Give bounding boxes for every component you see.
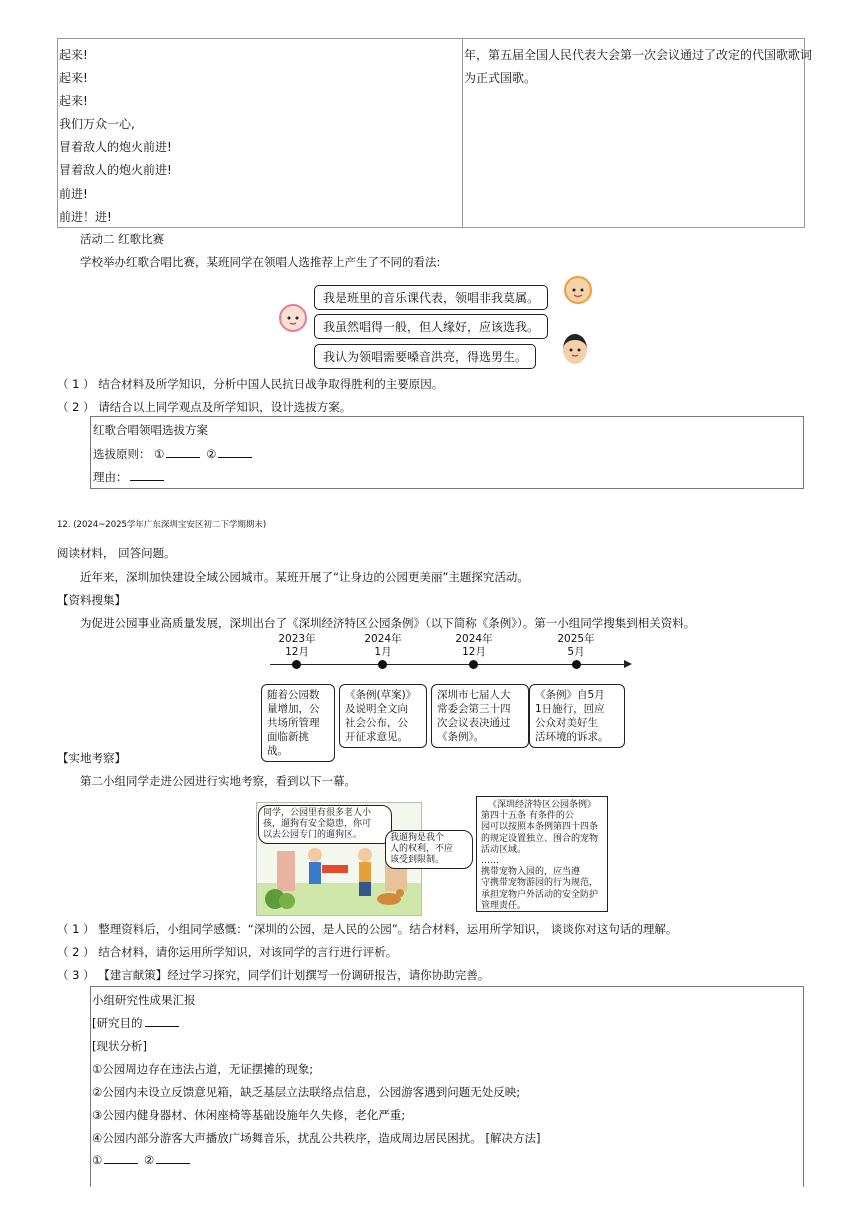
activity2-q2: [57, 399, 351, 415]
timeline-arrow-icon: [624, 660, 632, 668]
question-text: 【建言献策】经过学习探究，同学们计划撰写一份调研报告，请你协助完善。: [98, 968, 490, 982]
girl-avatar-icon: [564, 276, 592, 304]
timeline-date-1: 2023年 12月: [278, 633, 316, 658]
lyric-line: 起来!: [59, 94, 88, 109]
lyric-line: 起来!: [59, 48, 88, 62]
question-text: 结合材料及所学知识，分析中国人民抗日战争取得胜利的主要原因。: [98, 377, 444, 391]
regulation-line: 携带宠物入园的，应当遵: [481, 867, 581, 878]
lyrics-right: [464, 44, 812, 90]
timeline-event-1: 随着公园数 量增加，公 共场所管理 面临新挑战。: [261, 684, 335, 762]
q-number: （ 1 ）: [57, 377, 95, 391]
regulation-line: 守携带宠物游园的行为规范，: [481, 878, 599, 889]
timeline-dot: [292, 660, 301, 669]
answer-blank[interactable]: [145, 1016, 179, 1027]
regulation-line: 的规定设置独立、围合的宠物: [481, 833, 599, 844]
plan-circle-2: ②: [206, 447, 217, 461]
question-text: 结合材料，请你运用所学知识，对该同学的言行进行评析。: [98, 945, 398, 959]
comic-bubble-2: 我遛狗是我个 人的权利，不应 该受到限制。: [385, 830, 473, 869]
timeline-event-2: 《条例(草案)》 及说明全文向 社会公布，公 开征求意见。: [339, 684, 427, 748]
q12-intro: 近年来，深圳加快建设全域公园城市。某班开展了“让身边的公园更美丽”主题探究活动。: [80, 570, 529, 584]
answer-blank[interactable]: [166, 447, 200, 458]
lyrics-table-divider: [462, 38, 463, 227]
solution-circle-1: ①: [92, 1153, 103, 1167]
solution-circle-2: ②: [143, 1153, 155, 1167]
timeline-date-2: 2024年 1月: [364, 633, 402, 658]
timeline-event-4: 《条例》自5月 1日施行，回应 公众对美好生 活环境的诉求。: [529, 684, 625, 748]
history-line: 年，第五届全国人民代表大会第一次会议通过了改定的代国歌歌词: [464, 48, 813, 62]
activity2-title: 活动二 红歌比赛: [80, 232, 165, 246]
answer-blank[interactable]: [218, 447, 252, 458]
plan-reason-label: 理由：: [93, 470, 128, 484]
lyric-line: 我们万众一心,: [59, 117, 135, 132]
plan-circle-1: ①: [154, 447, 165, 461]
lyric-line: 前进！进!: [59, 209, 112, 224]
timeline-dot: [469, 660, 478, 669]
plan-title: 红歌合唱领唱选拔方案: [93, 423, 208, 437]
lyrics-left: [59, 44, 172, 229]
plan-reason: [93, 469, 166, 485]
report-solutions: [92, 1153, 192, 1167]
answer-blank[interactable]: [156, 1153, 190, 1164]
report-item-2: ②公园内未设立反馈意见箱，缺乏基层立法联络点信息，公园游客遇到问题无处反映;: [92, 1085, 521, 1099]
regulation-excerpt: 《深圳经济特区公园条例》 第四十五条 有条件的公 园可以按照本条例第四十四条 的规定设置独立、围合的宠物 活动区域。 …… 携带宠物入园的，应当遵 守携带宠物游园的行为规范， 承担宠物户外活动的安全防护 管理责任。: [476, 796, 608, 912]
section-survey-text: 第二小组同学走进公园进行实地考察，看到以下一幕。: [80, 774, 356, 788]
lyric-line: 起来!: [59, 71, 88, 86]
comic-bubble-1: 同学，公园里有很多老人小 孩，遛狗有安全隐患，你可 以去公园专门的遛狗区。: [258, 805, 392, 844]
report-item-1: ①公园周边存在违法占道，无证摆摊的现象;: [92, 1062, 314, 1076]
q-number: （ 1 ）: [57, 922, 95, 936]
regulation-line: 第四十五条 有条件的公: [481, 811, 574, 822]
timeline-dot: [572, 660, 581, 669]
plan-principle-label: 选拔原则：: [93, 447, 151, 461]
section-survey: 【实地考察】: [57, 751, 126, 765]
question-text: 整理资料后，小组同学感慨：“深圳的公园，是人民的公园”。结合材料，运用所学知识， 谈谈你对这句话的理解。: [98, 922, 678, 936]
history-line: 为正式国歌。: [464, 71, 537, 86]
report-purpose: [92, 1015, 181, 1031]
section-collect: 【资料搜集】: [57, 593, 126, 607]
q-number: （ 3 ）: [57, 968, 95, 982]
section-collect-text: 为促进公园事业高质量发展，深圳出台了《深圳经济特区公园条例》（以下简称《条例》）。第一小组同学搜集到相关资料。: [80, 616, 696, 630]
report-title: 小组研究性成果汇报: [92, 993, 196, 1007]
q12-q3: [57, 967, 489, 983]
q-number: （ 2 ）: [57, 945, 95, 959]
regulation-line: 园可以按照本条例第四十四条: [481, 822, 599, 833]
timeline-event-3: 深圳市七届人大 常委会第三十四 次会议表决通过 《条例》。: [431, 684, 529, 748]
lyric-line: 冒着敌人的炮火前进!: [59, 163, 172, 178]
report-analysis: [现状分析]: [92, 1039, 147, 1053]
q12-q2: [57, 944, 397, 960]
q12-header: 12. (2024~2025学年广东深圳宝安区初二下学期期末): [57, 520, 267, 530]
report-purpose-label: [研究目的: [92, 1016, 143, 1030]
timeline-date-4: 2025年 5月: [557, 633, 595, 658]
regulation-line: 承担宠物户外活动的安全防护: [481, 889, 599, 900]
opinion-bubble-2: 我虽然唱得一般，但人缘好，应该选我。: [314, 314, 548, 339]
regulation-line: 管理责任。: [481, 900, 527, 911]
q12-read: 阅读材料， 回答问题。: [57, 546, 176, 560]
answer-blank[interactable]: [104, 1153, 138, 1164]
regulation-line: ……: [481, 856, 499, 867]
regulation-line: 活动区域。: [481, 844, 527, 855]
timeline-date-3: 2024年 12月: [455, 633, 493, 658]
lyric-line: 冒着敌人的炮火前进!: [59, 140, 172, 155]
report-item-4: ④公园内部分游客大声播放广场舞音乐，扰乱公共秩序，造成周边居民困扰。 [解决方法]: [92, 1131, 541, 1145]
opinion-bubble-3: 我认为领唱需要嗓音洪亮，得选男生。: [314, 344, 536, 369]
lyric-line: 前进!: [59, 186, 88, 201]
q-number: （ 2 ）: [57, 400, 95, 414]
plan-principle: [93, 446, 254, 462]
answer-blank[interactable]: [130, 470, 164, 481]
activity2-intro: 学校举办红歌合唱比赛，某班同学在领唱人选推荐上产生了不同的看法:: [80, 255, 441, 269]
q12-q1: [57, 921, 677, 937]
boy-avatar-icon: [563, 334, 587, 364]
question-text: 请结合以上同学观点及所学知识，设计选拔方案。: [98, 400, 352, 414]
girl2-avatar-icon: [279, 304, 307, 332]
activity2-q1: [57, 376, 443, 392]
timeline-dot: [378, 660, 387, 669]
report-item-3: ③公园内健身器材、休闲座椅等基础设施年久失修，老化严重;: [92, 1108, 406, 1122]
opinion-bubble-1: 我是班里的音乐课代表，领唱非我莫属。: [314, 285, 548, 310]
